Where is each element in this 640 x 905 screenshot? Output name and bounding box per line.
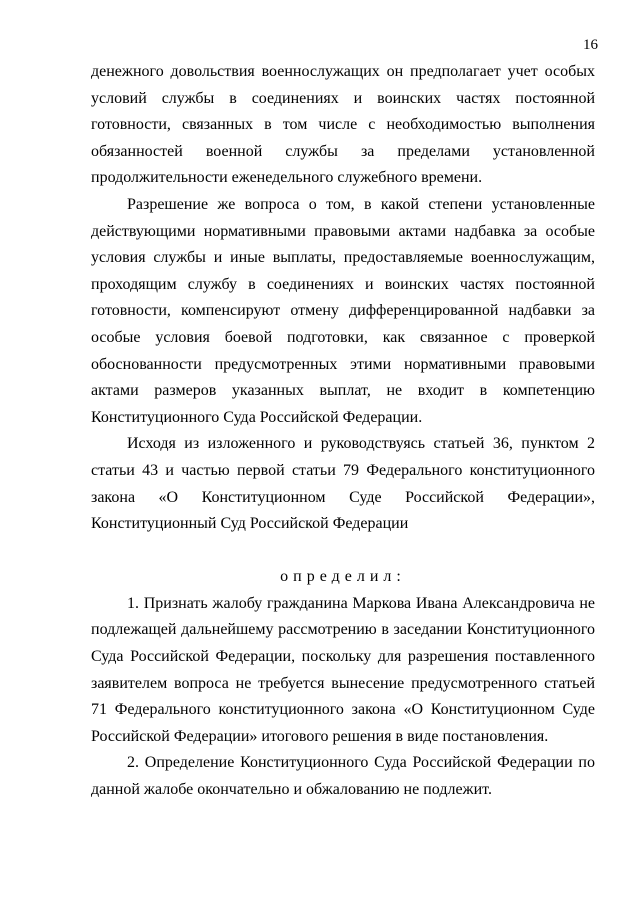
decision-item-2: 2. Определение Конституционного Суда Российской Федерации по данной жалобе окончательно и обжалованию не подлежит. <box>91 754 595 799</box>
paragraph-continuation: денежного довольствия военнослужащих он предполагает учет особых условий службы в соединениях и воинских частях постоянной готовности, связанных в том числе с необходимостью выполнения обязанностей военной службы за пределами установленной продолжительности еженедельного служебного времени. <box>91 63 595 187</box>
document-body <box>91 59 595 804</box>
decision-item-1: 1. Признать жалобу гражданина Маркова Ивана Александровича не подлежащей дальнейшему рассмотрению в заседании Конституционного Суда Российской Федерации, поскольку для разрешения поставленного заявителем вопроса не требуется вынесение предусмотренного статьей 71 Федерального конституционного закона «О Конституционном Суде Российской Федерации» итогового решения в виде постановления. <box>91 594 595 745</box>
page-number: 16 <box>583 37 598 53</box>
spacer <box>91 538 595 565</box>
decision-heading: определил: <box>280 568 406 586</box>
paragraph-competence: Разрешение же вопроса о том, в какой степени установленные действующими нормативными правовыми актами надбавка за особые условия службы и иные выплаты, предоставляемые военнослужащим, проходящим службу в соединениях и воинских частях постоянной готовности, компенсируют отмену дифференцированной надбавки за особые условия боевой подготовки, как связанное с проверкой обоснованности предусмотренных этими нормативными правовыми актами размеров указанных выплат, не входит в компетенцию Конституционного Суда Российской Федерации. <box>91 195 595 426</box>
paragraph-legal-basis: Исходя из изложенного и руководствуясь статьей 36, пунктом 2 статьи 43 и частью первой статьи 79 Федерального конституционного закона «О Конституционном Суде Российской Федерации», Конституционный Суд Российской Федерации <box>91 435 595 533</box>
